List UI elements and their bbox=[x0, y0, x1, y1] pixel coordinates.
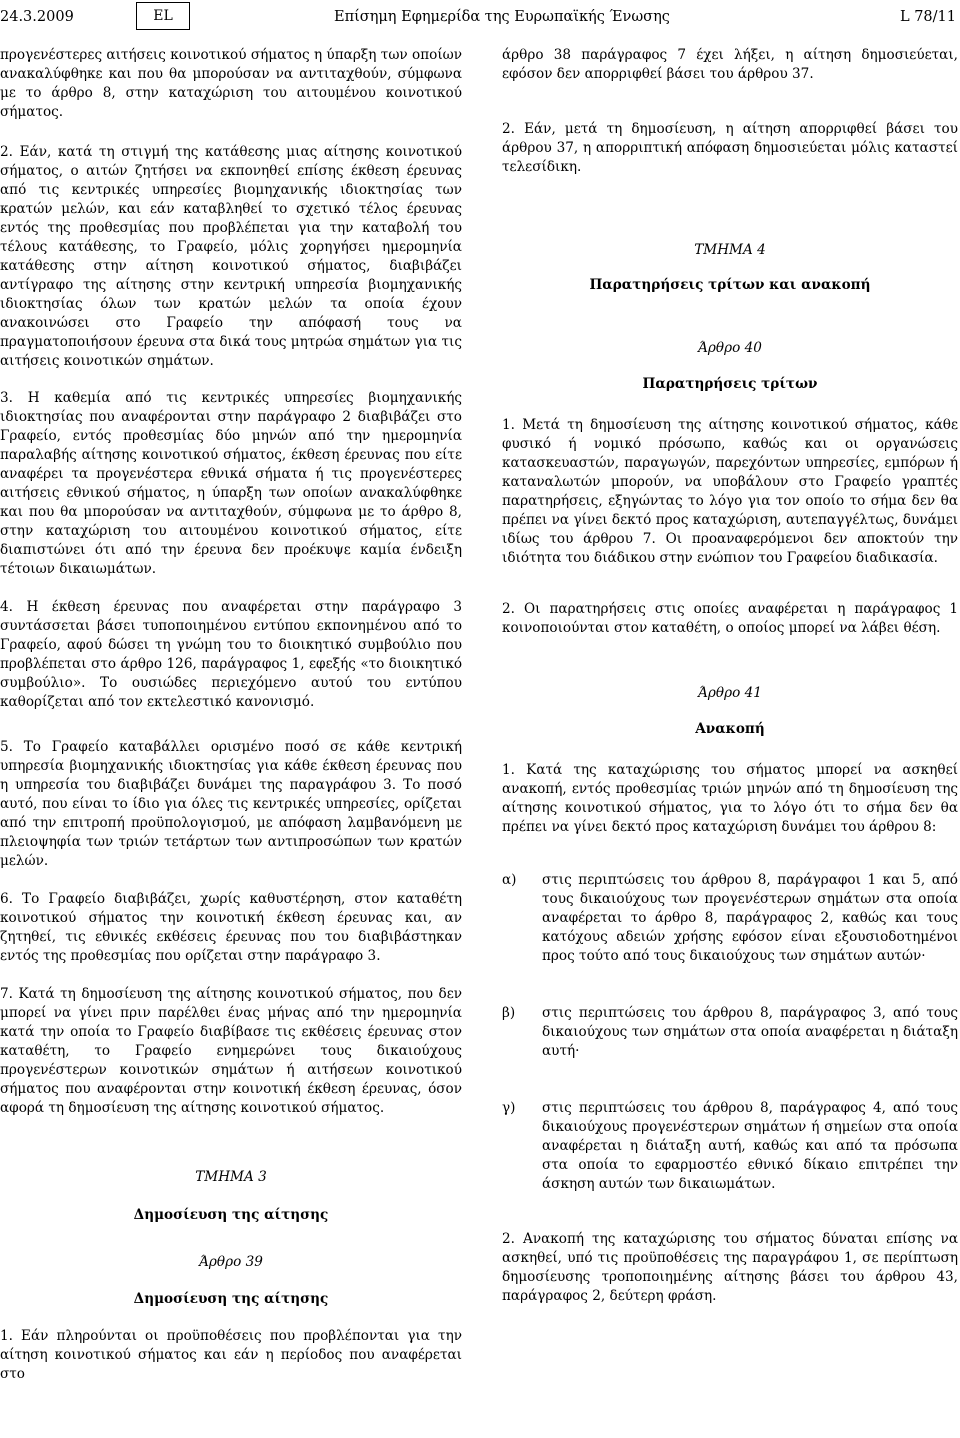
article-39-paragraph-1: 1. Εάν πληρούνται οι προϋποθέσεις που προβλέπονται για την αίτηση κοινοτικού σήματος και εάν η περίοδος που αναφέρεται στο bbox=[0, 1328, 462, 1382]
list-item-text: στις περιπτώσεις του άρθρου 8, παράγραφος 3, από τους δικαιούχους των σημάτων στα οποία αναφέρεται η διάταξη αυτή· bbox=[542, 1005, 958, 1059]
list-item bbox=[502, 1004, 958, 1061]
article-40-paragraph-1: 1. Μετά τη δημοσίευση της αίτησης κοινοτικού σήματος, κάθε φυσικό ή νομικό πρόσωπο, καθώς και οι οργανώσεις κατασκευαστών, παραγωγών, παρεχόντων υπηρεσίες, εμπόρων ή καταναλωτών μπορούν, να υποβάλουν στο Γραφείο γραπτές παρατηρήσεις, εξηγώντας το λόγο για τον οποίο το σήμα δεν θα πρέπει να γίνει δεκτό προς καταχώριση, αυτεπαγγέλτως, δυνάμει ιδίως του άρθρου 7. Οι προαναφερόμενοι δεν αποκτούν την ιδιότητα του διάδικου στην ενώπιον του Γραφείου διαδικασία. bbox=[502, 417, 958, 566]
article-40-paragraph-2: 2. Οι παρατηρήσεις στις οποίες αναφέρεται η παράγραφος 1 κοινοποιούνται στον καταθέτη, ο οποίος μπορεί να λάβει θέση. bbox=[502, 601, 958, 636]
list-item bbox=[502, 1099, 958, 1194]
article-41-title: Ανακοπή bbox=[695, 721, 765, 737]
section-3-title: Δημοσίευση της αίτησης bbox=[133, 1207, 329, 1223]
article-40-title: Παρατηρήσεις τρίτων bbox=[642, 376, 818, 392]
section-4-title: Παρατηρήσεις τρίτων και ανακοπή bbox=[589, 277, 871, 293]
page-header bbox=[0, 0, 960, 36]
article-40-label: Άρθρο 40 bbox=[698, 340, 762, 356]
paragraph-7: 7. Κατά τη δημοσίευση της αίτησης κοινοτικού σήματος, που δεν μπορεί να γίνει πριν παρέλθει ένας μήνας από την ημερομηνία κατά την οποία το Γραφείο διαβίβασε τις εκθέσεις έρευνας στον καταθέτη, το Γραφείο ενημερώνει τους δικαιούχους προγενέστερων κοινοτικών σημάτων ή αιτήσεων κοινοτικού σήματος που αναφέρονται στην κοινοτική έκθεση έρευνας, όσον αφορά τη δημοσίευση της αίτησης κοινοτικού σήματος. bbox=[0, 986, 462, 1116]
article-41-label: Άρθρο 41 bbox=[698, 685, 762, 701]
left-column bbox=[0, 46, 462, 1403]
list-item-marker: α) bbox=[502, 872, 517, 888]
list-item bbox=[502, 871, 958, 966]
section-3-label: ΤΜΗΜΑ 3 bbox=[195, 1169, 267, 1185]
article-41-paragraph-1: 1. Κατά της καταχώρισης του σήματος μπορεί να ασκηθεί ανακοπή, εντός προθεσμίας τριών μηνών από τη δημοσίευση της αίτησης κοινοτικού σήματος, για το λόγο ότι το σήμα δεν θα πρέπει να γίνει δεκτό προς καταχώριση δυνάμει του άρθρου 8: bbox=[502, 762, 958, 835]
paragraph-2-right: 2. Εάν, μετά τη δημοσίευση, η αίτηση απορριφθεί βάσει του άρθρου 37, η απορριπτική απόφαση δημοσιεύεται μόλις καταστεί τελεσίδικη. bbox=[502, 121, 958, 175]
paragraph-3: 3. Η καθεμία από τις κεντρικές υπηρεσίες βιομηχανικής ιδιοκτησίας που αναφέρονται στην παράγραφο 2 διαβιβάζει στο Γραφείο, εντός προθεσμίας δύο μηνών από την ημερομηνία παραλαβής αίτησης κοινοτικού σήματος, έκθεση έρευνας που είτε αναφέρει τα προγενέστερα εθνικά σήματα ή τις προγενέστερες αιτήσεις εθνικού σήματος, η ύπαρξη των οποίων ανακαλύφθηκε και που θα μπορούσαν να αντιταχθούν, σύμφωνα με το άρθρο 8, στην καταχώριση του αιτουμένου κοινοτικού σήματος, είτε διαπιστώνει ότι από την έρευνα δεν προέκυψε καμία ένδειξη τέτοιων δικαιωμάτων. bbox=[0, 390, 462, 577]
paragraph-2: 2. Εάν, κατά τη στιγμή της κατάθεσης μιας αίτησης κοινοτικού σήματος, ο αιτών ζητήσει να εκπονηθεί επίσης έκθεση έρευνας από τις κεντρικές υπηρεσίες βιομηχανικής ιδιοκτησίας των κρατών μελών, και εάν καταβληθεί το σχετικό τέλος έρευνας εντός της προθεσμίας που προβλέπεται για την καταβολή του τέλους κατάθεσης, το Γραφείο, μόλις χορηγήσει ημερομηνία κατάθεσης στην αίτηση κοινοτικού σήματος, διαβιβάζει αντίγραφο της αίτησης στην κεντρική υπηρεσία βιομηχανικής ιδιοκτησίας όλων των κρατών μελών τα οποία έχουν ανακοινώσει στο Γραφείο την απόφασή τους να πραγματοποιήσουν έρευνα στα δικά τους μητρώα σημάτων για τις αιτήσεις κοινοτικών σημάτων. bbox=[0, 144, 462, 369]
list-item-text: στις περιπτώσεις του άρθρου 8, παράγραφος 4, από τους δικαιούχους προγενέστερων σημάτων ή σημείων στα οποία αναφέρεται η διάταξη αυτή, καθώς και από τα πρόσωπα στα οποία το εφαρμοστέο εθνικό δίκαιο επιτρέπει την άσκηση αυτών των δικαιωμάτων. bbox=[542, 1100, 958, 1192]
list-item-text: στις περιπτώσεις του άρθρου 8, παράγραφοι 1 και 5, από τους δικαιούχους των προγενέστερων σημάτων στα οποία αναφέρεται το άρθρο 8, παράγραφος 2, καθώς και τους κατόχους αδειών χρήσης εφόσον είναι εξουσιοδοτημένοι προς τούτο από τους δικαιούχους των σημάτων αυτών· bbox=[542, 872, 958, 964]
publication-date: 24.3.2009 bbox=[0, 9, 74, 25]
article-39-title: Δημοσίευση της αίτησης bbox=[133, 1291, 329, 1307]
paragraph-continuation: άρθρο 38 παράγραφος 7 έχει λήξει, η αίτηση δημοσιεύεται, εφόσον δεν απορριφθεί βάσει του άρθρου 37. bbox=[502, 47, 958, 82]
language-code-box: EL bbox=[136, 2, 190, 30]
right-column bbox=[502, 46, 958, 1325]
paragraph-4: 4. Η έκθεση έρευνας που αναφέρεται στην παράγραφο 3 συντάσσεται βάσει τυποποιημένου εντύπου εκπονημένου από το Γραφείο, αφού δώσει τη γνώμη του το διοικητικό συμβούλιο που προβλέπεται στο άρθρο 126, παράγραφος 1, εφεξής «το διοικητικό συμβούλιο». Το ουσιώδες περιεχόμενο αυτού του εντύπου καθορίζεται από τον εκτελεστικό κανονισμό. bbox=[0, 599, 462, 710]
paragraph-intro: προγενέστερες αιτήσεις κοινοτικού σήματος η ύπαρξη των οποίων ανακαλύφθηκε και που θα μπορούσαν να αντιταχθούν, σύμφωνα με το άρθρο 8, στην καταχώριση του αιτουμένου κοινοτικού σήματος. bbox=[0, 47, 462, 120]
page-reference: L 78/11 bbox=[899, 9, 956, 25]
paragraph-6: 6. Το Γραφείο διαβιβάζει, χωρίς καθυστέρηση, στον καταθέτη κοινοτικού σήματος την κοινοτική έκθεση έρευνας και, αν ζητηθεί, τις εθνικές εκθέσεις έρευνας που του διαβιβάστηκαν εντός της προθεσμίας που ορίζεται στην παράγραφο 3. bbox=[0, 891, 462, 964]
list-item-marker: γ) bbox=[502, 1100, 516, 1116]
article-41-paragraph-2: 2. Ανακοπή της καταχώρισης του σήματος δύναται επίσης να ασκηθεί, υπό τις προϋποθέσεις της παραγράφου 1, σε περίπτωση δημοσίευσης τροποποιημένης αίτησης βάσει του άρθρου 43, παράγραφος 2, δεύτερη φράση. bbox=[502, 1231, 958, 1304]
list-item-marker: β) bbox=[502, 1005, 516, 1021]
section-4-label: ΤΜΗΜΑ 4 bbox=[694, 242, 766, 258]
article-39-label: Άρθρο 39 bbox=[199, 1254, 263, 1270]
paragraph-5: 5. Το Γραφείο καταβάλλει ορισμένο ποσό σε κάθε κεντρική υπηρεσία βιομηχανικής ιδιοκτησίας για κάθε έκθεση έρευνας που η υπηρεσία του διαβιβάζει δυνάμει της παραγράφου 3. Το ποσό αυτό, που είναι το ίδιο για όλες τις κεντρικές υπηρεσίες, ορίζεται από την επιτροπή προϋπολογισμού, με απόφαση λαμβανόμενη με πλειοψηφία των τριών τετάρτων των αντιπροσώπων των κρατών μελών. bbox=[0, 739, 462, 869]
journal-title: Επίσημη Εφημερίδα της Ευρωπαϊκής Ένωσης bbox=[334, 9, 670, 25]
